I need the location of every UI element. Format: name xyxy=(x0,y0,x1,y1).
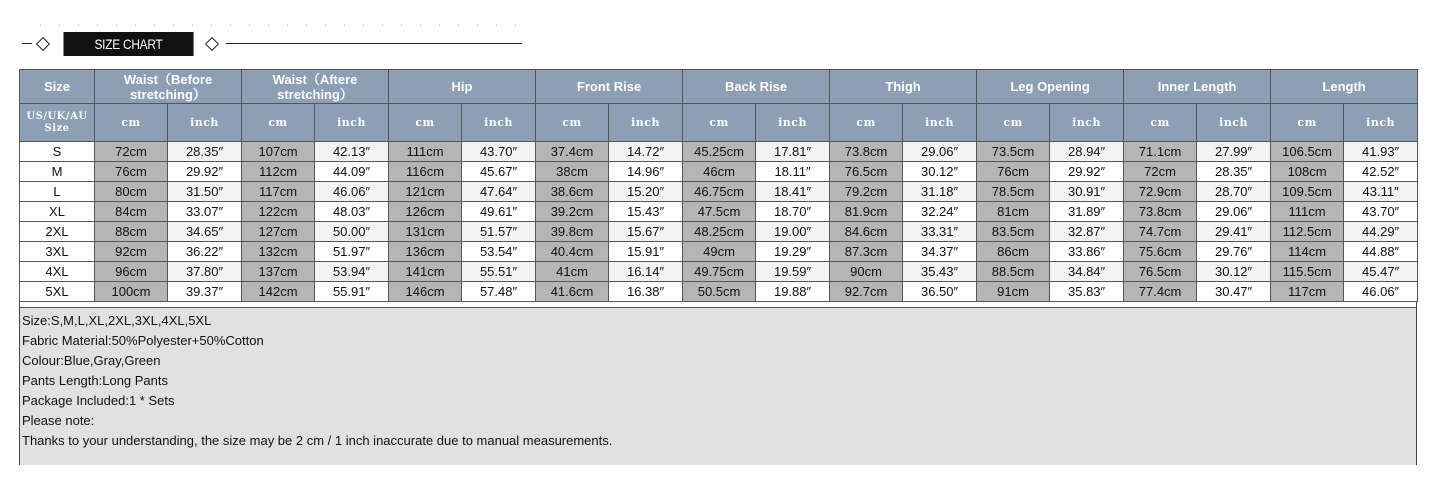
inch-cell: 14.72″ xyxy=(609,142,683,162)
table-row xyxy=(20,242,1418,262)
inch-cell: 17.81″ xyxy=(756,142,830,162)
inch-cell: 29.06″ xyxy=(1197,202,1271,222)
banner-left-dash xyxy=(22,43,32,44)
inch-cell: 31.18″ xyxy=(903,182,977,202)
banner-dotted-rule xyxy=(22,24,532,26)
header-inner-length: Inner Length xyxy=(1124,70,1271,104)
inch-cell: 49.61″ xyxy=(462,202,536,222)
inch-cell: 18.70″ xyxy=(756,202,830,222)
inch-cell: 15.43″ xyxy=(609,202,683,222)
cm-cell: 126cm xyxy=(389,202,462,222)
size-chart xyxy=(19,69,1417,465)
size-cell: M xyxy=(20,162,95,182)
cm-cell: 72cm xyxy=(1124,162,1197,182)
inch-cell: 31.89″ xyxy=(1050,202,1124,222)
cm-cell: 73.8cm xyxy=(830,142,903,162)
cm-cell: 71.1cm xyxy=(1124,142,1197,162)
cm-cell: 37.4cm xyxy=(536,142,609,162)
size-cell: S xyxy=(20,142,95,162)
inch-cell: 28.70″ xyxy=(1197,182,1271,202)
note-line: Size:S,M,L,XL,2XL,3XL,4XL,5XL xyxy=(22,313,212,328)
inch-cell: 35.43″ xyxy=(903,262,977,282)
table-row xyxy=(20,182,1418,202)
inch-cell: 53.94″ xyxy=(315,262,389,282)
inch-cell: 53.54″ xyxy=(462,242,536,262)
inch-cell: 33.07″ xyxy=(168,202,242,222)
cm-cell: 76.5cm xyxy=(830,162,903,182)
inch-cell: 44.88″ xyxy=(1344,242,1418,262)
cm-cell: 106.5cm xyxy=(1271,142,1344,162)
inch-cell: 33.86″ xyxy=(1050,242,1124,262)
inch-cell: 29.92″ xyxy=(1050,162,1124,182)
inch-cell: 55.91″ xyxy=(315,282,389,302)
subheader-inch: inch xyxy=(315,104,389,142)
cm-cell: 40.4cm xyxy=(536,242,609,262)
subheader-cm: cm xyxy=(389,104,462,142)
cm-cell: 92cm xyxy=(95,242,168,262)
inch-cell: 43.11″ xyxy=(1344,182,1418,202)
cm-cell: 76.5cm xyxy=(1124,262,1197,282)
cm-cell: 81.9cm xyxy=(830,202,903,222)
inch-cell: 32.87″ xyxy=(1050,222,1124,242)
inch-cell: 15.91″ xyxy=(609,242,683,262)
cm-cell: 45.25cm xyxy=(683,142,756,162)
inch-cell: 42.13″ xyxy=(315,142,389,162)
size-cell: L xyxy=(20,182,95,202)
cm-cell: 73.8cm xyxy=(1124,202,1197,222)
inch-cell: 39.37″ xyxy=(168,282,242,302)
cm-cell: 72cm xyxy=(95,142,168,162)
inch-cell: 30.12″ xyxy=(903,162,977,182)
cm-cell: 112cm xyxy=(242,162,315,182)
note-line: Fabric Material:50%Polyester+50%Cotton xyxy=(22,333,264,348)
subheader-cm: cm xyxy=(977,104,1050,142)
subheader-cm: cm xyxy=(830,104,903,142)
cm-cell: 132cm xyxy=(242,242,315,262)
banner-right-line xyxy=(226,43,522,44)
cm-cell: 112.5cm xyxy=(1271,222,1344,242)
inch-cell: 45.67″ xyxy=(462,162,536,182)
size-table-body xyxy=(20,142,1418,302)
subheader-inch: inch xyxy=(168,104,242,142)
cm-cell: 38.6cm xyxy=(536,182,609,202)
size-cell: 3XL xyxy=(20,242,95,262)
inch-cell: 36.50″ xyxy=(903,282,977,302)
banner-title: SIZE CHART xyxy=(63,32,193,56)
cm-cell: 84.6cm xyxy=(830,222,903,242)
inch-cell: 48.03″ xyxy=(315,202,389,222)
inch-cell: 18.11″ xyxy=(756,162,830,182)
cm-cell: 38cm xyxy=(536,162,609,182)
header-back-rise: Back Rise xyxy=(683,70,830,104)
subheader-inch: inch xyxy=(756,104,830,142)
inch-cell: 42.52″ xyxy=(1344,162,1418,182)
inch-cell: 29.06″ xyxy=(903,142,977,162)
cm-cell: 74.7cm xyxy=(1124,222,1197,242)
header-row xyxy=(20,70,1418,104)
subheader-cm: cm xyxy=(1124,104,1197,142)
cm-cell: 77.4cm xyxy=(1124,282,1197,302)
inch-cell: 34.65″ xyxy=(168,222,242,242)
table-row xyxy=(20,262,1418,282)
subheader-cm: cm xyxy=(1271,104,1344,142)
inch-cell: 14.96″ xyxy=(609,162,683,182)
cm-cell: 146cm xyxy=(389,282,462,302)
cm-cell: 117cm xyxy=(242,182,315,202)
subheader-row xyxy=(20,104,1418,142)
header-size: Size xyxy=(20,70,95,104)
inch-cell: 19.29″ xyxy=(756,242,830,262)
inch-cell: 43.70″ xyxy=(1344,202,1418,222)
cm-cell: 78.5cm xyxy=(977,182,1050,202)
note-line: Please note: xyxy=(22,413,95,428)
subheader-inch: inch xyxy=(1197,104,1271,142)
inch-cell: 50.00″ xyxy=(315,222,389,242)
table-row xyxy=(20,222,1418,242)
banner-right-diamond xyxy=(205,37,219,51)
inch-cell: 18.41″ xyxy=(756,182,830,202)
header-length: Length xyxy=(1271,70,1418,104)
cm-cell: 80cm xyxy=(95,182,168,202)
cm-cell: 46.75cm xyxy=(683,182,756,202)
header-leg-opening: Leg Opening xyxy=(977,70,1124,104)
header-front-rise: Front Rise xyxy=(536,70,683,104)
cm-cell: 136cm xyxy=(389,242,462,262)
inch-cell: 46.06″ xyxy=(1344,282,1418,302)
banner-left-diamond xyxy=(36,37,50,51)
inch-cell: 19.00″ xyxy=(756,222,830,242)
table-row xyxy=(20,202,1418,222)
cm-cell: 48.25cm xyxy=(683,222,756,242)
inch-cell: 37.80″ xyxy=(168,262,242,282)
cm-cell: 91cm xyxy=(977,282,1050,302)
subheader-size-region: US/UK/AU Size xyxy=(20,104,95,142)
subheader-cm: cm xyxy=(536,104,609,142)
inch-cell: 35.83″ xyxy=(1050,282,1124,302)
cm-cell: 88.5cm xyxy=(977,262,1050,282)
table-row xyxy=(20,282,1418,302)
cm-cell: 47.5cm xyxy=(683,202,756,222)
inch-cell: 51.57″ xyxy=(462,222,536,242)
cm-cell: 46cm xyxy=(683,162,756,182)
inch-cell: 44.09″ xyxy=(315,162,389,182)
cm-cell: 137cm xyxy=(242,262,315,282)
size-cell: 2XL xyxy=(20,222,95,242)
subheader-cm: cm xyxy=(683,104,756,142)
subheader-inch: inch xyxy=(1344,104,1418,142)
inch-cell: 36.22″ xyxy=(168,242,242,262)
inch-cell: 32.24″ xyxy=(903,202,977,222)
cm-cell: 116cm xyxy=(389,162,462,182)
inch-cell: 29.92″ xyxy=(168,162,242,182)
cm-cell: 39.8cm xyxy=(536,222,609,242)
subheader-inch: inch xyxy=(609,104,683,142)
cm-cell: 127cm xyxy=(242,222,315,242)
cm-cell: 76cm xyxy=(95,162,168,182)
inch-cell: 43.70″ xyxy=(462,142,536,162)
inch-cell: 28.35″ xyxy=(1197,162,1271,182)
size-chart-banner xyxy=(22,30,532,58)
cm-cell: 41cm xyxy=(536,262,609,282)
inch-cell: 34.84″ xyxy=(1050,262,1124,282)
inch-cell: 15.67″ xyxy=(609,222,683,242)
inch-cell: 30.91″ xyxy=(1050,182,1124,202)
inch-cell: 30.12″ xyxy=(1197,262,1271,282)
cm-cell: 79.2cm xyxy=(830,182,903,202)
inch-cell: 16.14″ xyxy=(609,262,683,282)
note-line: Colour:Blue,Gray,Green xyxy=(22,353,161,368)
inch-cell: 33.31″ xyxy=(903,222,977,242)
subheader-cm: cm xyxy=(95,104,168,142)
cm-cell: 111cm xyxy=(1271,202,1344,222)
inch-cell: 44.29″ xyxy=(1344,222,1418,242)
inch-cell: 30.47″ xyxy=(1197,282,1271,302)
cm-cell: 108cm xyxy=(1271,162,1344,182)
cm-cell: 49cm xyxy=(683,242,756,262)
size-table xyxy=(19,69,1418,302)
inch-cell: 15.20″ xyxy=(609,182,683,202)
inch-cell: 19.59″ xyxy=(756,262,830,282)
cm-cell: 109.5cm xyxy=(1271,182,1344,202)
header-waist-after: Waist（Aftere stretching） xyxy=(242,70,389,104)
cm-cell: 114cm xyxy=(1271,242,1344,262)
cm-cell: 39.2cm xyxy=(536,202,609,222)
size-cell: 4XL xyxy=(20,262,95,282)
cm-cell: 121cm xyxy=(389,182,462,202)
cm-cell: 107cm xyxy=(242,142,315,162)
note-line: Pants Length:Long Pants xyxy=(22,373,169,388)
cm-cell: 75.6cm xyxy=(1124,242,1197,262)
inch-cell: 47.64″ xyxy=(462,182,536,202)
header-thigh: Thigh xyxy=(830,70,977,104)
size-cell: XL xyxy=(20,202,95,222)
cm-cell: 73.5cm xyxy=(977,142,1050,162)
cm-cell: 122cm xyxy=(242,202,315,222)
cm-cell: 100cm xyxy=(95,282,168,302)
subheader-inch: inch xyxy=(1050,104,1124,142)
inch-cell: 16.38″ xyxy=(609,282,683,302)
inch-cell: 41.93″ xyxy=(1344,142,1418,162)
inch-cell: 29.41″ xyxy=(1197,222,1271,242)
inch-cell: 28.35″ xyxy=(168,142,242,162)
cm-cell: 88cm xyxy=(95,222,168,242)
inch-cell: 46.06″ xyxy=(315,182,389,202)
header-hip: Hip xyxy=(389,70,536,104)
subheader-cm: cm xyxy=(242,104,315,142)
inch-cell: 29.76″ xyxy=(1197,242,1271,262)
cm-cell: 90cm xyxy=(830,262,903,282)
subheader-inch: inch xyxy=(462,104,536,142)
product-notes xyxy=(20,307,1416,465)
cm-cell: 92.7cm xyxy=(830,282,903,302)
inch-cell: 19.88″ xyxy=(756,282,830,302)
cm-cell: 81cm xyxy=(977,202,1050,222)
note-line: Thanks to your understanding, the size may be 2 cm / 1 inch inaccurate due to manual measurements. xyxy=(22,433,613,448)
cm-cell: 83.5cm xyxy=(977,222,1050,242)
cm-cell: 96cm xyxy=(95,262,168,282)
cm-cell: 41.6cm xyxy=(536,282,609,302)
cm-cell: 84cm xyxy=(95,202,168,222)
note-line: Package Included:1 * Sets xyxy=(22,393,175,408)
cm-cell: 50.5cm xyxy=(683,282,756,302)
cm-cell: 76cm xyxy=(977,162,1050,182)
cm-cell: 117cm xyxy=(1271,282,1344,302)
cm-cell: 49.75cm xyxy=(683,262,756,282)
inch-cell: 28.94″ xyxy=(1050,142,1124,162)
inch-cell: 57.48″ xyxy=(462,282,536,302)
cm-cell: 72.9cm xyxy=(1124,182,1197,202)
cm-cell: 115.5cm xyxy=(1271,262,1344,282)
inch-cell: 51.97″ xyxy=(315,242,389,262)
header-waist-before: Waist（Before stretching） xyxy=(95,70,242,104)
cm-cell: 87.3cm xyxy=(830,242,903,262)
cm-cell: 142cm xyxy=(242,282,315,302)
cm-cell: 86cm xyxy=(977,242,1050,262)
cm-cell: 131cm xyxy=(389,222,462,242)
size-cell: 5XL xyxy=(20,282,95,302)
subheader-inch: inch xyxy=(903,104,977,142)
inch-cell: 45.47″ xyxy=(1344,262,1418,282)
inch-cell: 34.37″ xyxy=(903,242,977,262)
inch-cell: 27.99″ xyxy=(1197,142,1271,162)
cm-cell: 141cm xyxy=(389,262,462,282)
cm-cell: 111cm xyxy=(389,142,462,162)
inch-cell: 55.51″ xyxy=(462,262,536,282)
inch-cell: 31.50″ xyxy=(168,182,242,202)
table-row xyxy=(20,162,1418,182)
table-row xyxy=(20,142,1418,162)
